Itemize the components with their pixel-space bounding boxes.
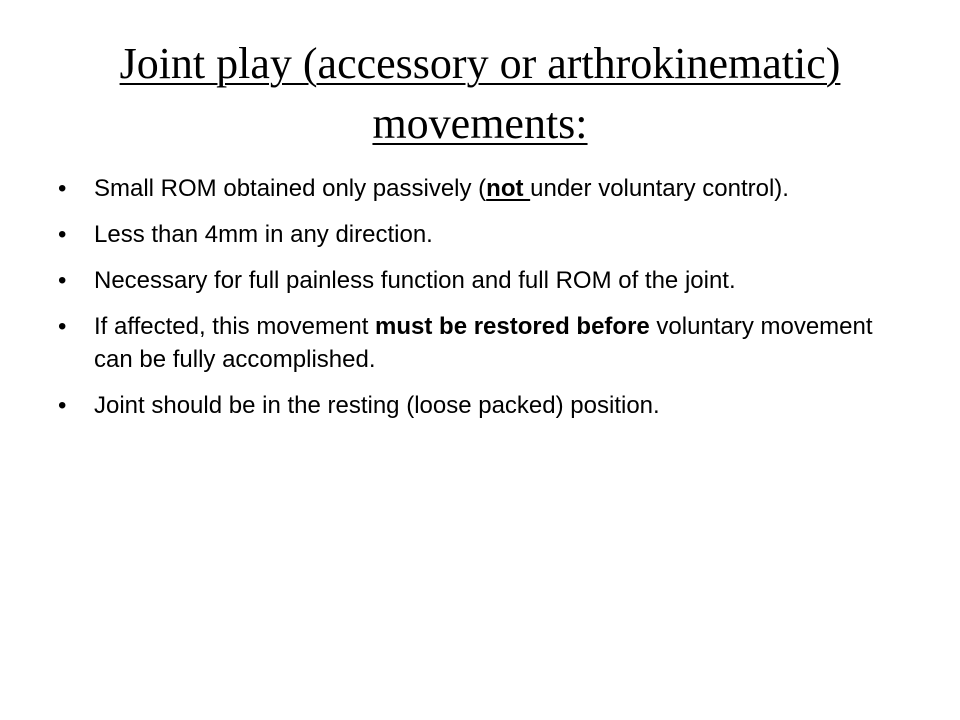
bullet-text: Joint should be in the resting (loose packed) position.: [94, 392, 660, 419]
bullet-text-part: under voluntary control).: [530, 175, 789, 202]
bullet-marker: •: [58, 175, 67, 202]
bullet-emphasis: not: [486, 175, 531, 202]
bullet-text: Necessary for full painless function and full ROM of the joint.: [94, 267, 736, 294]
bullet-item: [58, 264, 908, 297]
bullet-marker: •: [58, 221, 67, 248]
bullet-marker: •: [58, 392, 67, 419]
bullet-marker: •: [58, 267, 67, 294]
bullet-item: [58, 172, 908, 205]
bullet-item: [58, 389, 908, 422]
bullet-item: [58, 310, 908, 376]
bullet-list: [58, 172, 908, 435]
slide-title-line-2: movements:: [372, 99, 588, 148]
slide-title: [40, 34, 920, 154]
bullet-text-part: Small ROM obtained only passively (: [94, 175, 487, 202]
bullet-marker: •: [58, 313, 67, 340]
bullet-item: [58, 218, 908, 251]
bullet-text-part: voluntary movement can be fully accomplished.: [94, 313, 873, 373]
bullet-text-part: If affected, this movement: [94, 313, 376, 340]
bullet-text: Less than 4mm in any direction.: [94, 221, 433, 248]
slide-title-line-1: Joint play (accessory or arthrokinematic): [119, 39, 841, 88]
bullet-emphasis: must be restored before: [375, 313, 650, 340]
